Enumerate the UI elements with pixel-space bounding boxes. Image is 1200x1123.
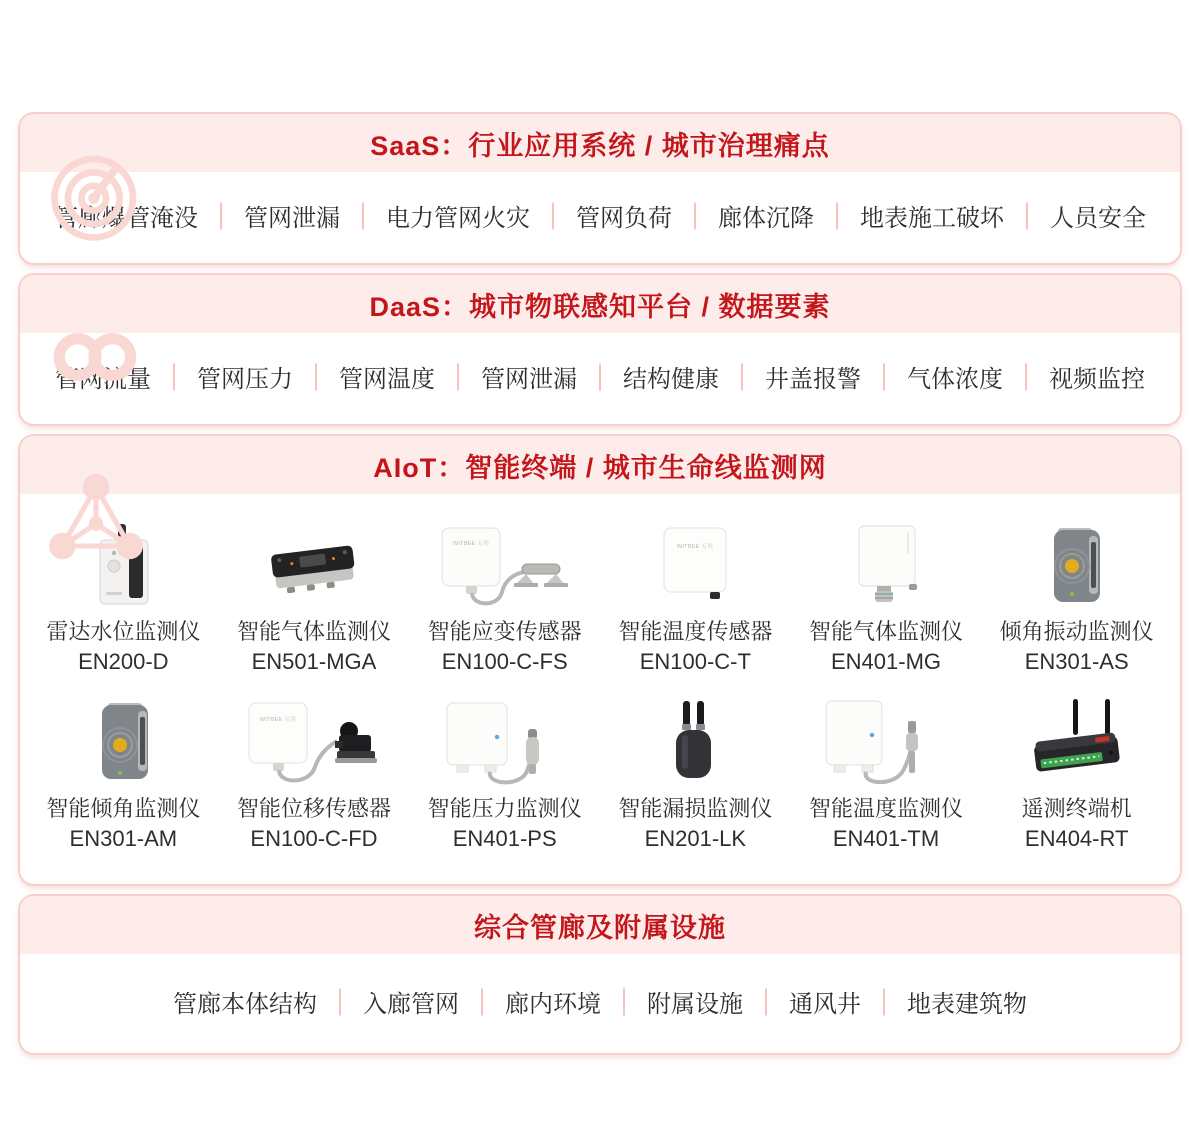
product-model: EN404-RT [1024,826,1129,851]
product-card [981,693,1172,854]
product-model: EN200-D [78,649,169,674]
pressure-monitor-device-image [409,693,600,789]
radar-water-level-device-image [28,516,219,612]
product-name: 智能应变传感器 [427,619,582,644]
saas-item: 管网负荷 [553,198,695,233]
product-model: EN301-AS [1024,649,1129,674]
tilt-monitor-device-image [28,693,219,789]
product-model: EN301-AM [69,826,178,851]
saas-item: 人员安全 [1027,198,1169,233]
saas-panel [18,112,1182,265]
aiot-title: AIoT：智能终端 / 城市生命线监测网 [20,436,1180,494]
corridor-item: 廊内环境 [482,984,624,1019]
product-model: EN401-PS [452,826,557,851]
product-name: 智能漏损监测仪 [618,796,773,821]
product-model: EN401-TM [832,826,940,851]
product-model: EN201-LK [644,826,747,851]
product-card [219,693,410,854]
daas-item: 气体浓度 [884,359,1026,394]
product-card [28,693,219,854]
saas-items [20,172,1180,263]
svg-text:WITBEE 万宾: WITBEE 万宾 [259,717,297,723]
saas-item: 电力管网火灾 [363,198,553,233]
product-name: 倾角振动监测仪 [999,619,1154,644]
product-name: 遥测终端机 [1021,796,1132,821]
gas-monitor-device-image [219,516,410,612]
product-name: 智能位移传感器 [236,796,391,821]
leak-monitor-device-image [600,693,791,789]
saas-item: 管廊爆管淹没 [54,205,198,232]
product-card [219,516,410,677]
corridor-item: 通风井 [766,984,884,1019]
daas-item: 井盖报警 [742,359,884,394]
daas-title: DaaS：城市物联感知平台 / 数据要素 [20,275,1180,333]
saas-item: 地表施工破坏 [837,198,1027,233]
svg-text:WITBEE 万宾: WITBEE 万宾 [677,544,714,550]
temperature-monitor-device-image [791,693,982,789]
corridor-title: 综合管廊及附属设施 [20,896,1180,954]
product-card [981,516,1172,677]
product-model: EN401-MG [830,649,942,674]
saas-title: SaaS：行业应用系统 / 城市治理痛点 [20,114,1180,172]
product-card [600,516,791,677]
product-model: EN100-C-T [639,649,751,674]
tilt-vibration-device-image [981,516,1172,612]
product-name: 智能压力监测仪 [427,796,582,821]
corridor-panel [18,894,1182,1055]
daas-item: 管网流量 [55,366,151,393]
gas-monitor-box-device-image [791,516,982,612]
corridor-item: 地表建筑物 [884,984,1050,1019]
aiot-product-grid [20,494,1180,884]
product-name: 智能温度传感器 [618,619,773,644]
daas-panel [18,273,1182,426]
temperature-sensor-device-image [600,516,791,612]
product-name: 智能温度监测仪 [808,796,963,821]
saas-item: 管网泄漏 [221,198,363,233]
strain-sensor-device-image [409,516,600,612]
corridor-item: 入廊管网 [340,984,482,1019]
product-card [791,516,982,677]
corridor-item: 附属设施 [624,984,766,1019]
product-card [409,693,600,854]
product-card [600,693,791,854]
product-card [409,516,600,677]
daas-item: 管网泄漏 [458,359,600,394]
corridor-item: 管廊本体结构 [173,991,317,1018]
daas-item: 管网温度 [316,359,458,394]
product-name: 智能气体监测仪 [236,619,391,644]
product-model: EN501-MGA [251,649,377,674]
product-card [28,516,219,677]
product-name: 智能倾角监测仪 [46,796,201,821]
daas-item: 视频监控 [1026,359,1168,394]
product-name: 智能气体监测仪 [808,619,963,644]
product-card [791,693,982,854]
saas-item: 廊体沉降 [695,198,837,233]
svg-text:WITBEE 万宾: WITBEE 万宾 [452,541,489,547]
displacement-sensor-device-image [219,693,410,789]
daas-item: 管网压力 [174,359,316,394]
product-model: EN100-C-FS [441,649,568,674]
product-name: 雷达水位监测仪 [46,619,201,644]
rtu-device-image [981,693,1172,789]
product-model: EN100-C-FD [250,826,378,851]
daas-item: 结构健康 [600,359,742,394]
corridor-items [20,954,1180,1053]
daas-items [20,333,1180,424]
aiot-panel [18,434,1182,886]
